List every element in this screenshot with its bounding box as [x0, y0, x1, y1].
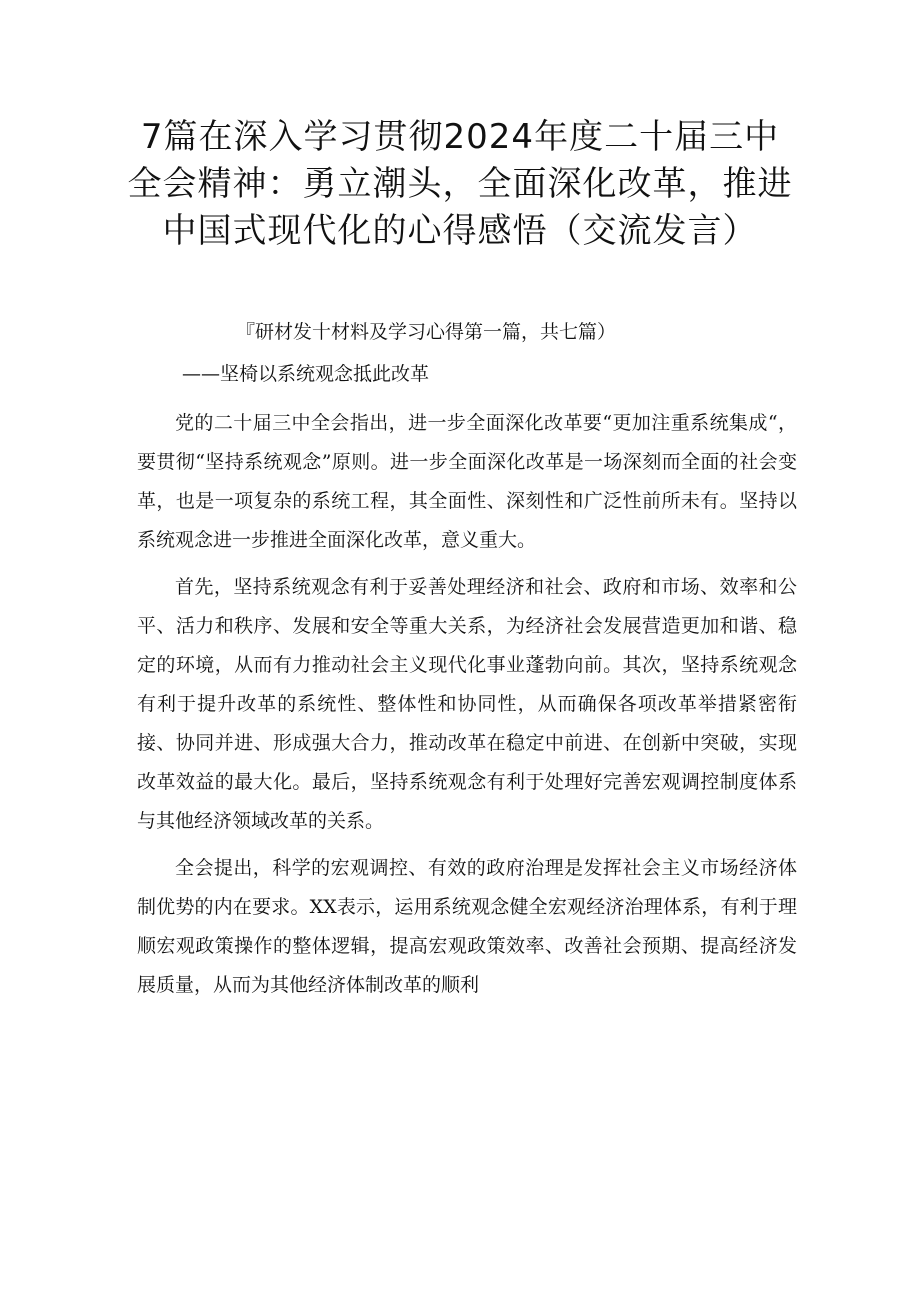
article-subtitle: ——坚椅以系统观念抵此改革	[182, 363, 430, 385]
paragraph: 党的二十届三中全会指出，进一步全面深化改革要“更加注重系统集成“，要贯彻“坚持系统观念”原则。进一步全面深化改革是一场深刻而全面的社会变革，也是一项复杂的系统工程，其全面性、深刻性和广泛性前所未有。坚持以系统观念进一步推进全面深化改革，意义重大。	[137, 412, 797, 551]
title-line-3: 中国式现代化的心得感悟（交流发言）	[162, 211, 758, 251]
article-body	[137, 404, 797, 1005]
document-title	[110, 114, 810, 255]
paragraph: 首先，坚持系统观念有利于妥善处理经济和社会、政府和市场、效率和公平、活力和秩序、发展和安全等重大关系，为经济社会发展营造更加和谐、稳定的环境，从而有力推动社会主义现代化事业蓬勃向前。其次，坚持系统观念有利于提升改革的系统性、整体性和协同性，从而确保各项改革举措紧密衔接、协同并进、形成强大合力，推动改革在稳定中前进、在创新中突破，实现改革效益的最大化。最后，坚持系统观念有利于处理好完善宏观调控制度体系与其他经济领域改革的关系。	[137, 576, 797, 832]
series-note: 『研材发十材料及学习心得第一篇，共七篇）	[236, 321, 617, 343]
title-line-1: 7篇在深入学习贯彻2024年度二十届三中	[140, 117, 780, 157]
paragraph: 全会提出，科学的宏观调控、有效的政府治理是发挥社会主义市场经济体制优势的内在要求。XX表示，运用系统观念健全宏观经济治理体系，有利于理顺宏观政策操作的整体逻辑，提高宏观政策效率、改善社会预期、提高经济发展质量，从而为其他经济体制改革的顺利	[137, 857, 797, 996]
title-line-2: 全会精神：勇立潮头，全面深化改革，推进	[127, 164, 793, 204]
